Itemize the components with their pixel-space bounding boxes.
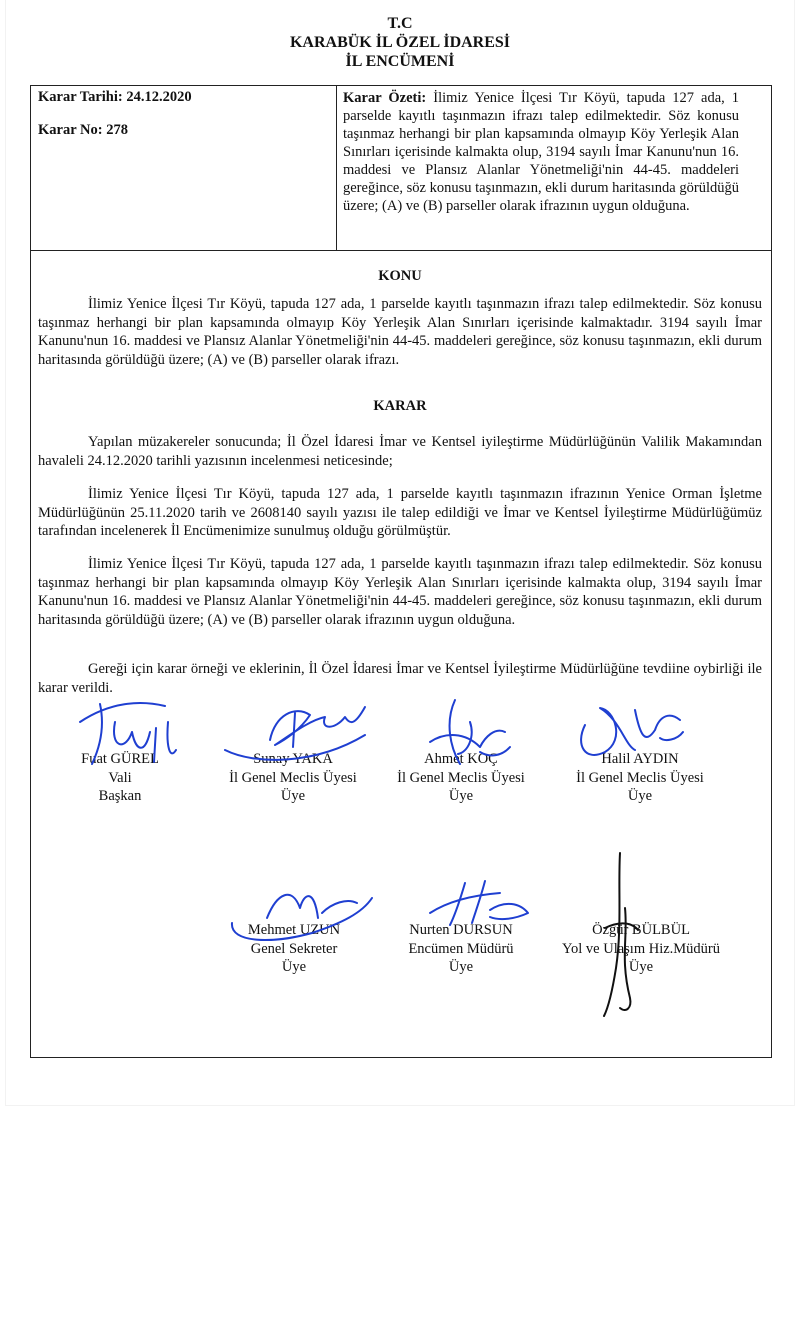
signatory-title: İl Genel Meclis Üyesi (576, 769, 704, 786)
summary-text: İlimiz Yenice İlçesi Tır Köyü, tapuda 127 ada, 1 parselde kayıtlı taşınmazın ifrazı talep edilmektedir. Söz konusu taşınmaz herhangi bir plan kapsamında olmayıp Köy Yerleşik Alan Sınırları içerisinde kalmakta olup, 3194 sayılı İmar Kanunu'nun 16. maddesi ve Plansız Alanlar Yönetmeliği'nin 44-45. maddeleri gereğince, söz konusu taşınmazın, ekli durum haritasında görüldüğü üzere; (A) ve (B) parseller olarak ifrazının uygun olduğuna. (343, 90, 740, 214)
signatory-name: Fuat GÜREL (81, 751, 159, 767)
signatory-ahmet-koc (361, 750, 561, 806)
signatory-role: Üye (627, 788, 653, 804)
signatory-role: Üye (280, 788, 306, 804)
konu-title: KONU (378, 268, 422, 284)
signatory-role: Üye (628, 959, 654, 975)
decision-number: Karar No: 278 (38, 122, 128, 138)
signatory-title: Yol ve Ulaşım Hiz.Müdürü (561, 940, 721, 957)
decision-summary (343, 89, 739, 215)
signatory-name: Özgür BÜLBÜL (592, 922, 690, 938)
karar-paragraph-3: İlimiz Yenice İlçesi Tır Köyü, tapuda 127 ada, 1 parselde kayıtlı taşınmazın ifrazı talep edilmektedir. Söz konusu taşınmaz herhangi bir plan kapsamında olmayıp Köy Yerleşik Alan Sınırları içerisinde kalmakta olup, 3194 sayılı İmar Kanunu'nun 16. maddesi ve Plansız Alanlar Yönetmeliği'nin 44-45. maddeleri gereğince, söz konusu taşınmazın, ekli durum haritasında görüldüğü üzere; (A) ve (B) parseller olarak ifrazının uygun olduğuna. (38, 556, 762, 628)
signatory-fuat-gurel (20, 750, 220, 806)
signatory-title: Genel Sekreter (250, 940, 338, 957)
signatory-name: Sunay YAKA (253, 751, 333, 767)
signatory-role: Üye (281, 959, 307, 975)
frame-divider-horizontal (30, 250, 772, 251)
signatory-title: İl Genel Meclis Üyesi (397, 769, 525, 786)
signatory-name: Ahmet KOÇ (424, 751, 498, 767)
decision-date: Karar Tarihi: 24.12.2020 (38, 89, 192, 105)
signatory-role: Üye (448, 959, 474, 975)
signatory-nurten-dursun (361, 921, 561, 977)
karar-paragraph-1: Yapılan müzakereler sonucunda; İl Özel İdaresi İmar ve Kentsel iyileştirme Müdürlüğünün Valilik Makamından havaleli 24.12.2020 tarihli yazısının incelenmesi neticesinde; (38, 434, 762, 469)
signatory-halil-aydin (540, 750, 740, 806)
karar-paragraph-4: Gereği için karar örneği ve eklerinin, İl Özel İdaresi İmar ve Kentsel İyileştirme Müdürlüğüne tevdiine oybirliği ile karar verildi. (38, 661, 762, 696)
signatory-name: Halil AYDIN (601, 751, 679, 767)
karar-paragraph-2: İlimiz Yenice İlçesi Tır Köyü, tapuda 127 ada, 1 parselde kayıtlı taşınmazın ifrazının Yenice Orman İşletme Müdürlüğünün 25.11.2020 tarih ve 2608140 sayılı yazısı ile talep edildiği ve İmar ve Kentsel İyileştirme Müdürlüğümüz tarafından incelenerek İl Encümenimize sunulmuş olduğu görülmüştür. (38, 486, 762, 539)
karar-title: KARAR (373, 398, 427, 414)
signatory-role: Başkan (98, 788, 142, 804)
signatory-title: Vali (108, 769, 132, 786)
signatory-title: Encümen Müdürü (408, 940, 514, 957)
header-tc: T.C (387, 15, 413, 32)
signatory-name: Nurten DURSUN (409, 922, 513, 938)
signatory-title: İl Genel Meclis Üyesi (229, 769, 357, 786)
header-council: İL ENCÜMENİ (345, 53, 455, 70)
signatory-role: Üye (448, 788, 474, 804)
signatory-name: Mehmet UZUN (247, 922, 341, 938)
signatory-ozgur-bulbul (541, 921, 741, 977)
frame-divider-vertical (336, 85, 337, 251)
summary-label: Karar Özeti: (343, 90, 427, 106)
konu-text: İlimiz Yenice İlçesi Tır Köyü, tapuda 127 ada, 1 parselde kayıtlı taşınmazın ifrazı talep edilmektedir. Söz konusu taşınmaz herhangi bir plan kapsamında olmayıp Köy Yerleşik Alan Sınırları içerisinde kalmaktadır. 3194 sayılı İmar Kanunu'nun 16. maddesi ve Plansız Alanlar Yönetmeliği'nin 44-45. maddeleri gereğince, söz konusu taşınmazın, ekli durum haritasında görüldüğü üzere; (A) ve (B) parseller olarak ifrazı. (38, 296, 762, 368)
header-institution: KARABÜK İL ÖZEL İDARESİ (289, 34, 511, 51)
